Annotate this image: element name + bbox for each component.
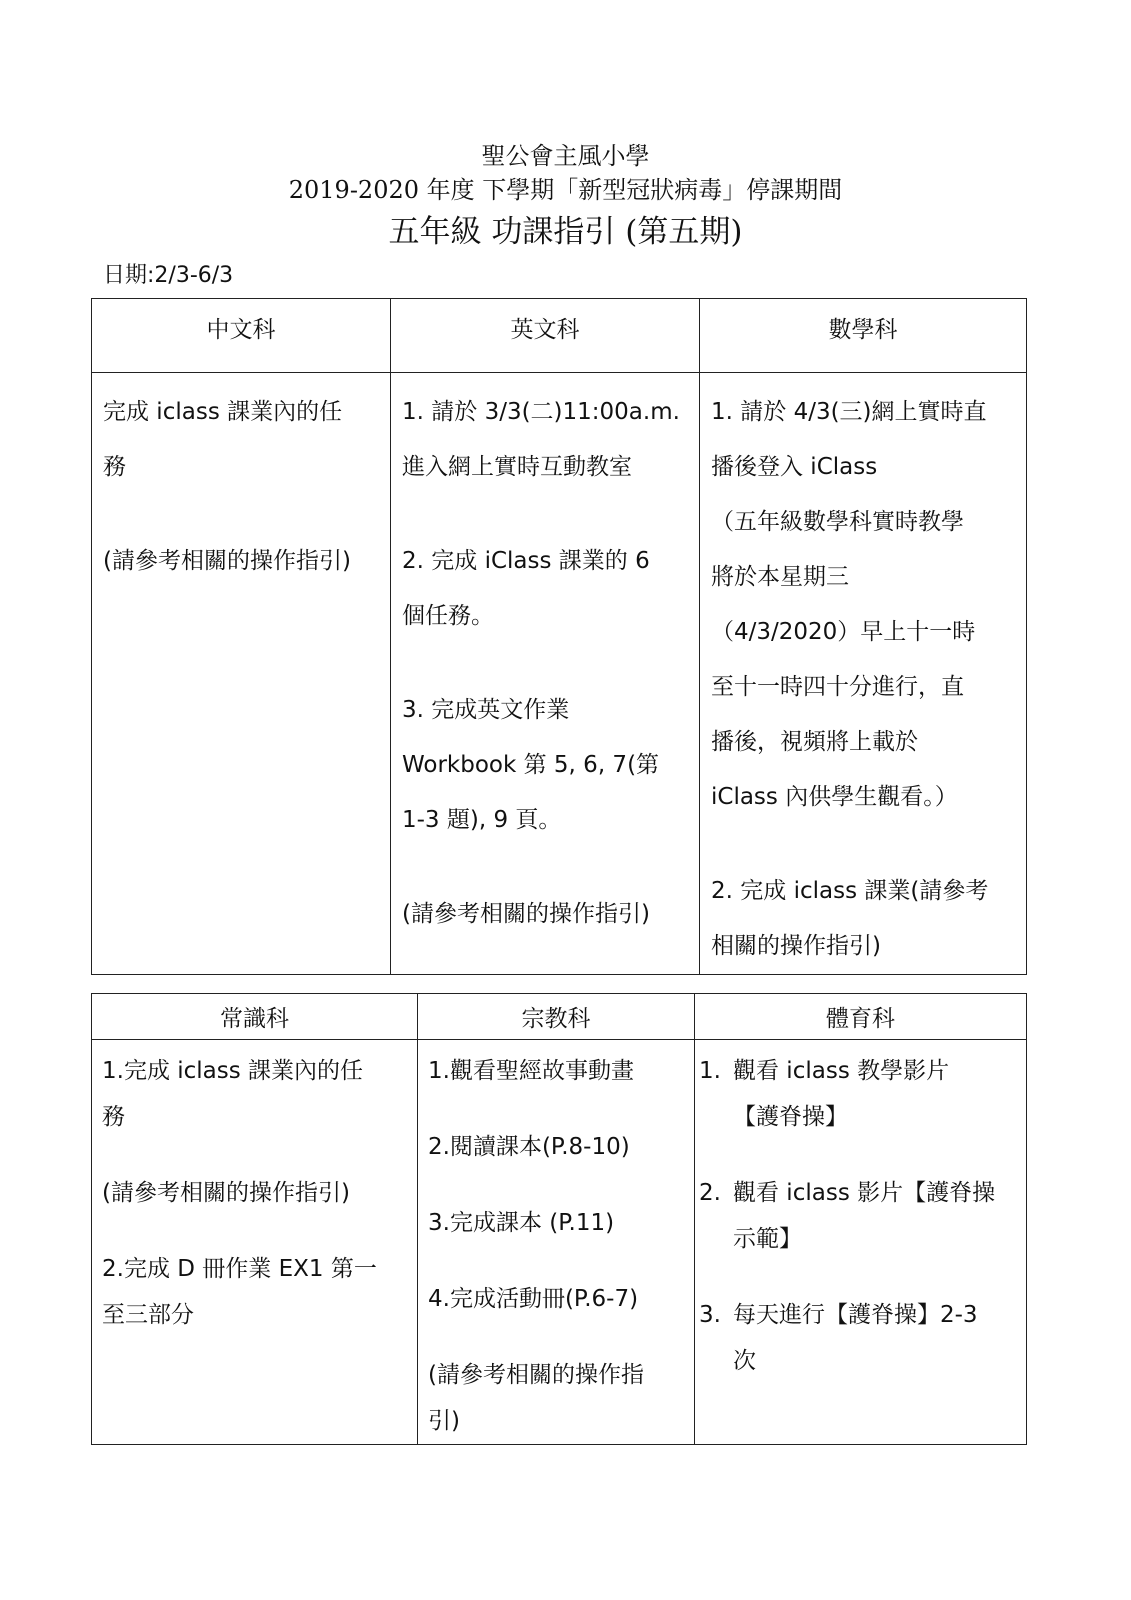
pe-task-3-number: 3. <box>699 1302 721 1328</box>
math-task1-line1: 1. 請於 4/3(三)網上實時直 <box>711 399 987 425</box>
header-pe: 體育科 <box>695 994 1027 1040</box>
english-task3-line3: 1-3 題), 9 頁。 <box>402 807 562 833</box>
english-task2-line2: 個任務。 <box>402 603 494 629</box>
pe-task-1-line2: 【護脊操】 <box>733 1104 848 1130</box>
religion-task4: 4.完成活動冊(P.6-7) <box>428 1286 639 1312</box>
religion-task1: 1.觀看聖經故事動畫 <box>428 1058 634 1084</box>
gs-task1-line1: 1.完成 iclass 課業內的任 <box>102 1058 364 1084</box>
cell-chinese <box>92 373 391 975</box>
pe-task-2-line1: 觀看 iclass 影片【護脊操 <box>733 1180 996 1206</box>
homework-table-2 <box>91 993 1027 1445</box>
religion-guide-line1: (請參考相關的操作指 <box>428 1362 644 1388</box>
english-task1-line1: 1. 請於 3/3(二)11:00a.m. <box>402 399 680 425</box>
math-task1-line5: （4/3/2020）早上十一時 <box>711 619 976 645</box>
gs-task2-line1: 2.完成 D 冊作業 EX1 第一 <box>102 1256 377 1282</box>
math-task1-line2: 播後登入 iClass <box>711 454 878 480</box>
gs-guide-note: (請參考相關的操作指引) <box>102 1180 350 1206</box>
math-task1-line3: （五年級數學科實時教學 <box>711 509 964 535</box>
cell-general-studies <box>92 1040 418 1445</box>
gs-task2-line2: 至三部分 <box>102 1302 194 1328</box>
header-chinese: 中文科 <box>92 299 391 373</box>
english-task1-line2: 進入網上實時互動教室 <box>402 454 632 480</box>
header-english: 英文科 <box>391 299 700 373</box>
header-math: 數學科 <box>700 299 1027 373</box>
header-religion: 宗教科 <box>418 994 695 1040</box>
pe-task-3-line1: 每天進行【護脊操】2-3 <box>733 1302 978 1328</box>
pe-task-2 <box>699 1170 1018 1262</box>
pe-task-3-line2: 次 <box>733 1348 756 1374</box>
religion-task2: 2.閱讀課本(P.8-10) <box>428 1134 630 1160</box>
date-line: 日期:2/3-6/3 <box>103 263 234 288</box>
math-task1-line4: 將於本星期三 <box>711 564 849 590</box>
term-period: 2019-2020 年度 下學期「新型冠狀病毒」停課期間 <box>288 176 843 204</box>
math-task2-line2: 相關的操作指引) <box>711 933 881 959</box>
math-task2-line1: 2. 完成 iclass 課業(請參考 <box>711 878 989 904</box>
chinese-task-line2: 務 <box>103 454 126 480</box>
religion-guide-line2: 引) <box>428 1408 460 1434</box>
pe-task-2-line2: 示範】 <box>733 1226 802 1252</box>
english-task3-line2: Workbook 第 5, 6, 7(第 <box>402 752 660 778</box>
math-task1-line7: 播後，視頻將上載於 <box>711 729 918 755</box>
pe-task-3 <box>699 1292 1018 1384</box>
pe-task-1-line1: 觀看 iclass 教學影片 <box>733 1058 950 1084</box>
cell-math <box>700 373 1027 975</box>
pe-task-1-number: 1. <box>699 1058 721 1084</box>
header-general-studies: 常識科 <box>92 994 418 1040</box>
page-title: 五年級 功課指引 (第五期) <box>388 214 743 250</box>
cell-english <box>391 373 700 975</box>
school-name: 聖公會主風小學 <box>481 142 650 170</box>
pe-task-1 <box>699 1048 1018 1140</box>
cell-pe <box>695 1040 1027 1445</box>
english-guide-note: (請參考相關的操作指引) <box>402 901 650 927</box>
religion-task3: 3.完成課本 (P.11) <box>428 1210 615 1236</box>
pe-task-list <box>699 1048 1018 1384</box>
chinese-guide-note: (請參考相關的操作指引) <box>103 548 351 574</box>
english-task3-line1: 3. 完成英文作業 <box>402 697 570 723</box>
gs-task1-line2: 務 <box>102 1104 125 1130</box>
english-task2-line1: 2. 完成 iClass 課業的 6 <box>402 548 650 574</box>
chinese-task-line1: 完成 iclass 課業內的任 <box>103 399 343 425</box>
pe-task-2-number: 2. <box>699 1180 721 1206</box>
cell-religion <box>418 1040 695 1445</box>
math-task1-line8: iClass 內供學生觀看。） <box>711 784 958 810</box>
math-task1-line6: 至十一時四十分進行，直 <box>711 674 964 700</box>
homework-table-1 <box>91 298 1027 975</box>
